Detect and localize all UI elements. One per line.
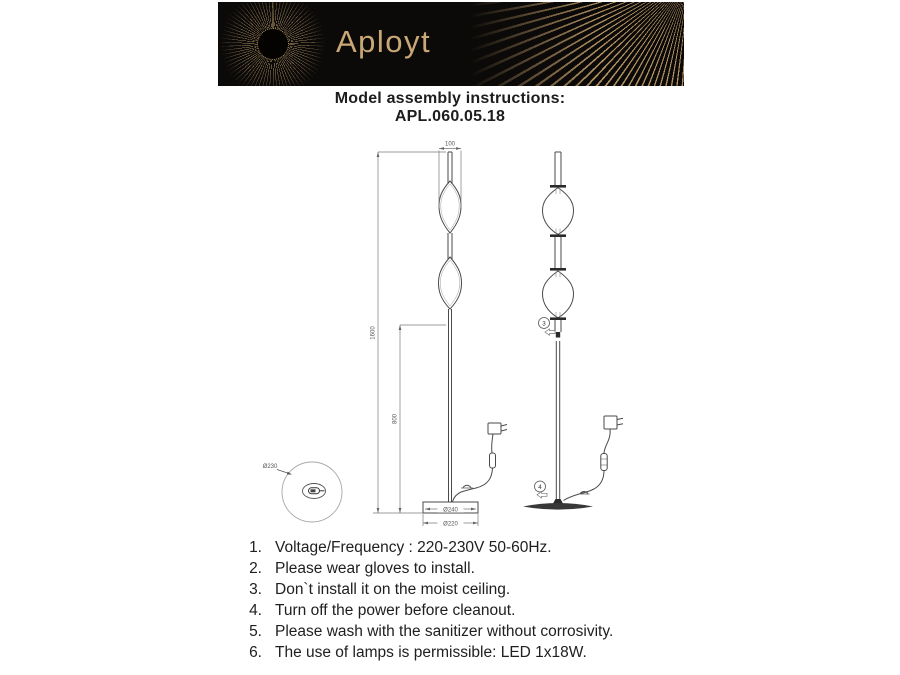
item-number: 6. [249,644,262,661]
list-item [238,621,613,642]
brand-banner [218,2,684,86]
dim-base-bottom: Ø220 [443,521,458,528]
list-item [238,600,613,621]
item-text: Don`t install it on the moist ceiling. [275,581,511,598]
list-item [238,579,613,600]
side-view-callouts [535,318,556,499]
dim-top-view-diameter: Ø230 [262,464,278,470]
technical-drawing [230,135,700,535]
dim-height-total: 1600 [370,326,377,340]
list-item [238,537,613,558]
instruction-list [238,537,613,663]
dim-width-top: 100 [444,141,456,148]
item-text: The use of lamps is permissible: LED 1x18W. [275,644,587,661]
item-text: Please wear gloves to install. [275,560,475,577]
sunburst-logo-icon [222,2,324,86]
item-number: 4. [249,602,262,619]
front-view-dim-arrows [377,147,478,524]
front-view-drawing [423,152,507,513]
item-text: Turn off the power before cleanout. [275,602,516,619]
item-number: 5. [249,623,262,640]
assembly-arrow-3-icon [545,329,555,335]
item-number: 1. [249,539,262,556]
callout-step-3: 3 [542,320,546,328]
item-text: Voltage/Frequency : 220-230V 50-60Hz. [275,539,552,556]
side-view-fills [523,185,593,510]
dim-base-top: Ø240 [443,507,458,514]
top-view-drawing [277,462,342,522]
item-text: Please wash with the sanitizer without corrosivity. [275,623,614,640]
brand-name: Aployt [336,23,432,59]
title-block [0,90,900,126]
item-number: 2. [249,560,262,577]
assembly-arrow-4-icon [537,492,547,498]
callout-step-4: 4 [538,483,542,491]
ray-fan-decoration [470,2,684,86]
item-number: 3. [249,581,262,598]
model-number: APL.060.05.18 [394,108,506,125]
front-view-dim-labels [371,142,459,528]
list-item [238,558,613,579]
side-view-drawing [543,152,624,501]
list-item [238,642,613,663]
front-view-dimensions [370,149,478,527]
page-title: Model assembly instructions: [334,90,566,107]
dim-height-pole: 800 [392,413,399,425]
